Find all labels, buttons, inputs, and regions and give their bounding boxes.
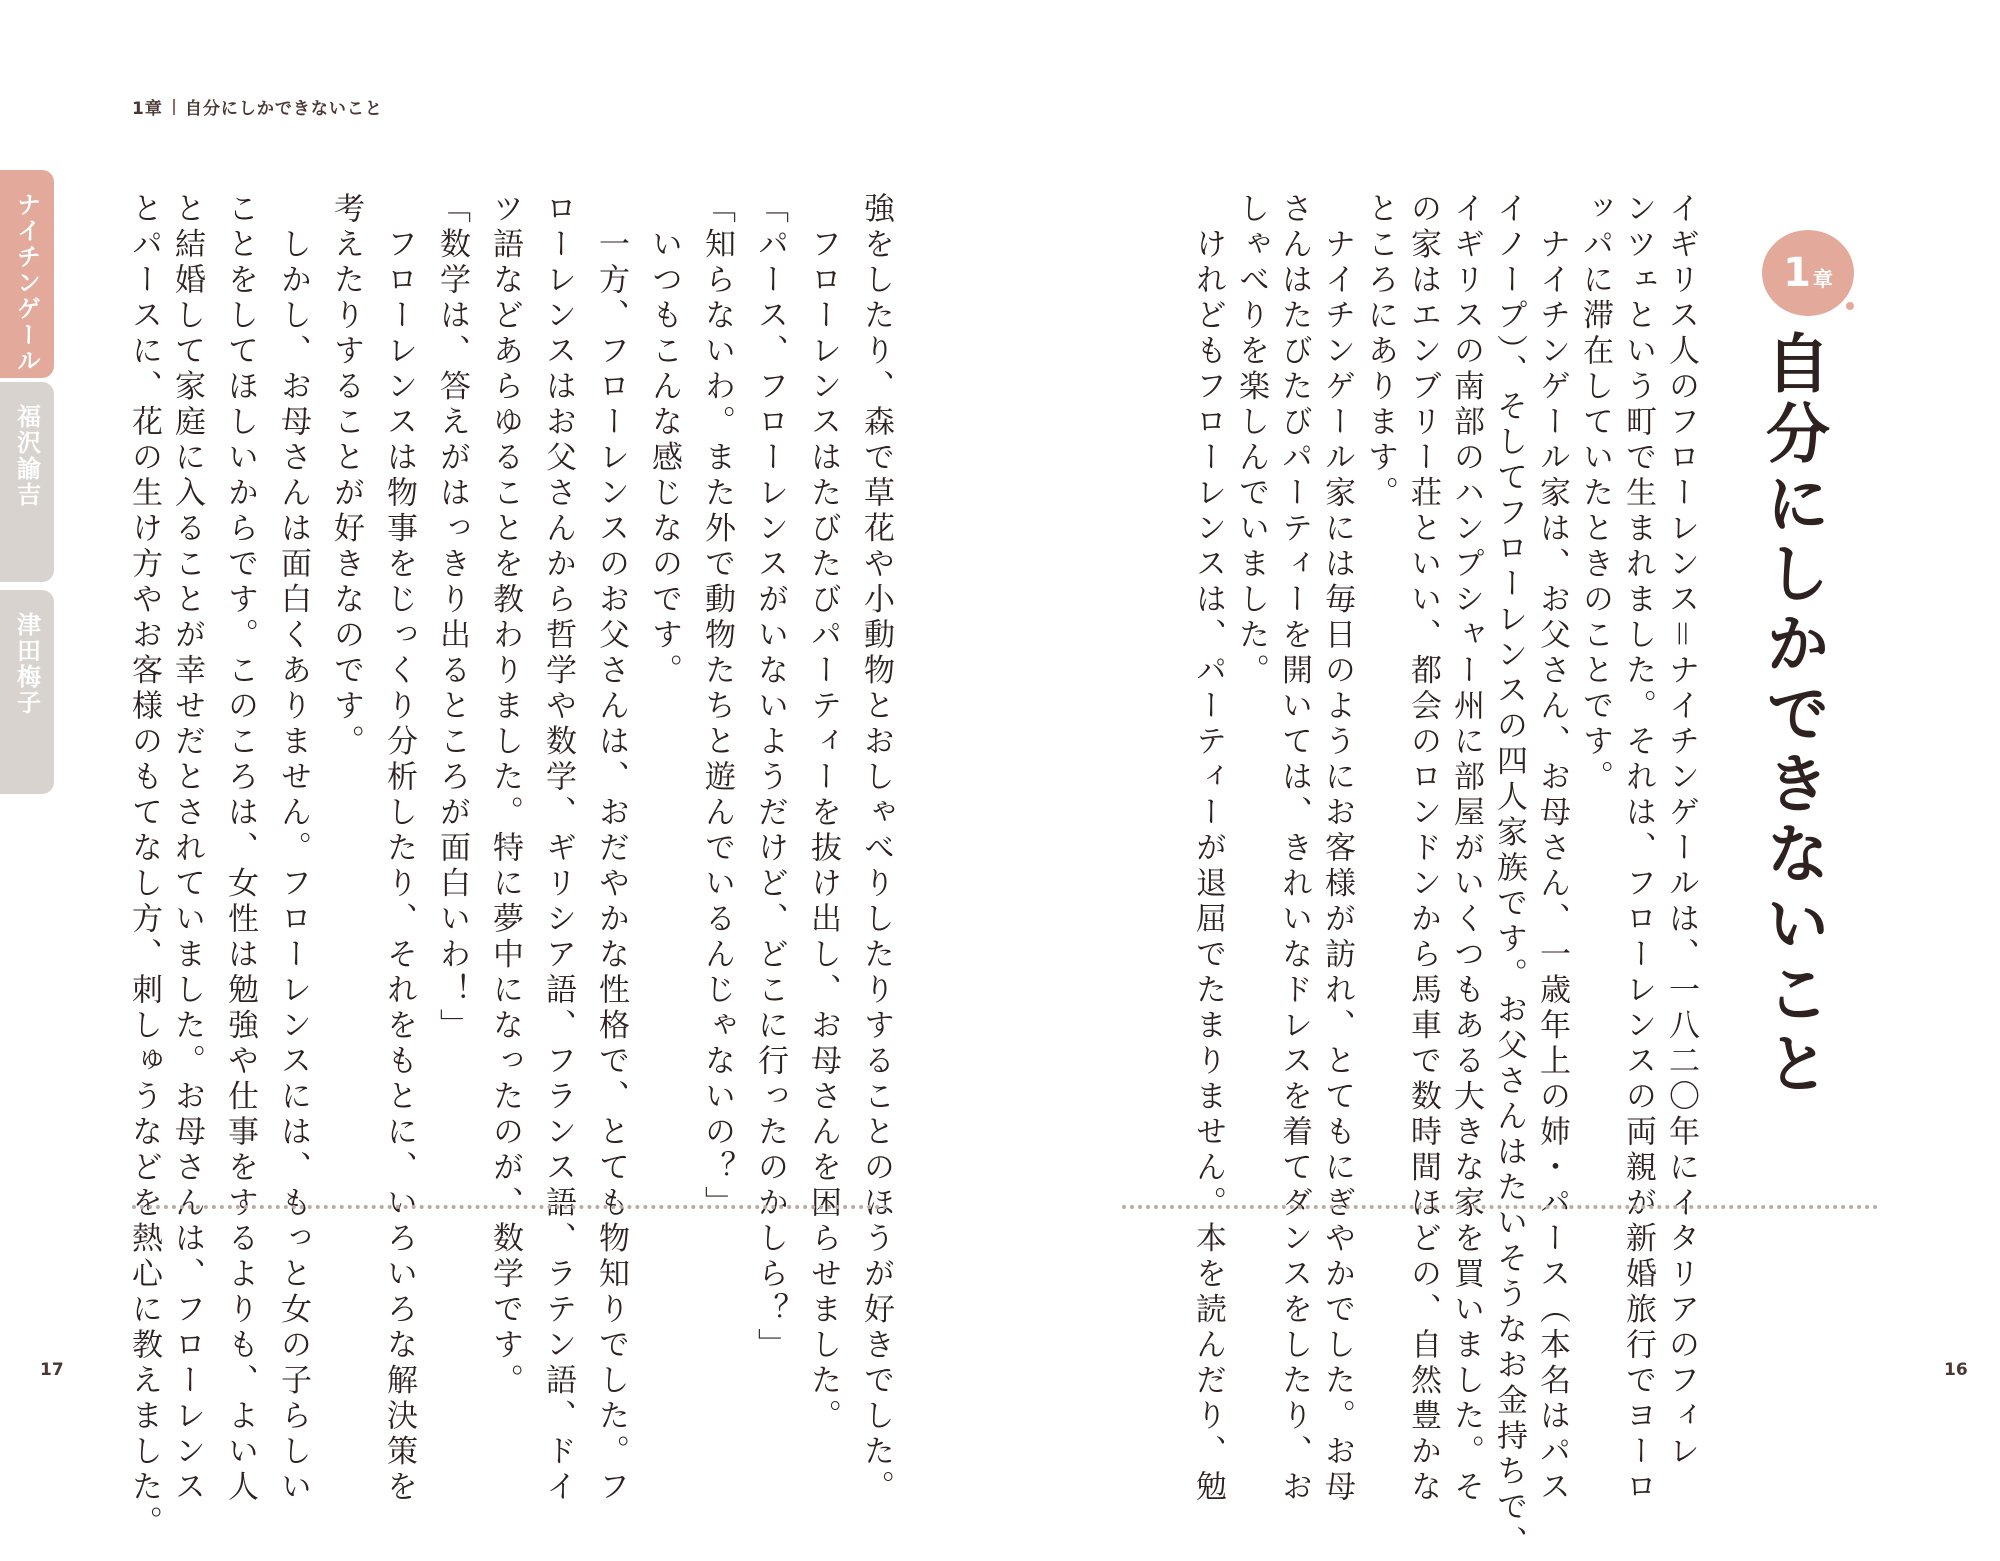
header-divider bbox=[173, 99, 175, 115]
left-column: 考えたりすることが好きなのです。 bbox=[328, 192, 364, 760]
header-title: 自分にしかできないこと bbox=[184, 99, 383, 119]
right-column: ッパに滞在していたときのことです。 bbox=[1577, 192, 1613, 796]
right-column: けれどもフローレンスは、パーティーが退屈でたまりません。本を読んだり、勉 bbox=[1190, 192, 1226, 1506]
running-header bbox=[132, 94, 383, 119]
left-column: ツ語などあらゆることを教わりました。特に夢中になったのが、数学です。 bbox=[487, 192, 523, 1399]
side-tab-fukuzawa[interactable] bbox=[0, 382, 54, 582]
dotted-rule-right bbox=[1122, 1205, 1878, 1209]
dotted-rule-left bbox=[132, 1205, 888, 1209]
left-column: フローレンスはたびたびパーティーを抜け出し、お母さんを困らせました。 bbox=[805, 192, 841, 1435]
right-column: さんはたびたびパーティーを開いては、きれいなドレスを着てダンスをしたり、お bbox=[1276, 192, 1312, 1506]
right-column: ところにあります。 bbox=[1362, 192, 1398, 512]
page-number-right: 16 bbox=[1944, 1360, 1968, 1380]
side-tab-label: 福沢諭吉 bbox=[12, 404, 41, 508]
right-column: ナイチンゲール家には毎日のようにお客様が訪れ、とてもにぎやかでした。お母 bbox=[1319, 192, 1355, 1506]
left-column: フローレンスは物事をじっくり分析したり、それをもとに、いろいろな解決策を bbox=[381, 192, 417, 1506]
badge-dot bbox=[1846, 302, 1854, 310]
left-column: いつもこんな感じなのです。 bbox=[646, 192, 682, 689]
right-column: しゃべりを楽しんでいました。 bbox=[1233, 192, 1269, 689]
left-column: 「数学は、答えがはっきり出るところが面白いわ！」 bbox=[434, 192, 470, 1044]
left-column: 「知らないわ。また外で動物たちと遊んでいるんじゃないの？」 bbox=[699, 192, 735, 1222]
right-column: イギリス人のフローレンス＝ナイチンゲールは、一八二〇年にイタリアのフィレ bbox=[1663, 192, 1699, 1470]
left-column: しかし、お母さんは面白くありません。フローレンスには、もっと女の子らしい bbox=[275, 192, 311, 1506]
left-column: と結婚して家庭に入ることが幸せだとされていました。お母さんは、フローレンス bbox=[169, 192, 205, 1506]
chapter-title: 自分にしかできないこと bbox=[1755, 330, 1829, 1100]
page-number-left: 17 bbox=[40, 1360, 64, 1380]
chapter-label: 章 bbox=[1812, 266, 1833, 291]
right-column: ンツェという町で生まれました。それは、フローレンスの両親が新婚旅行でヨーロ bbox=[1620, 192, 1656, 1506]
side-tab-label: ナイチンゲール bbox=[12, 192, 41, 374]
left-column: 「パース、フローレンスがいないようだけど、どこに行ったのかしら？」 bbox=[752, 192, 788, 1364]
left-column: 一方、フローレンスのお父さんは、おだやかな性格で、とても物知りでした。フ bbox=[593, 192, 629, 1506]
left-column: ことをしてほしいからです。このころは、女性は勉強や仕事をするよりも、よい人 bbox=[222, 192, 258, 1506]
side-tab-nightingale[interactable] bbox=[0, 170, 54, 378]
header-chapter: 1章 bbox=[132, 99, 163, 119]
right-column: イギリスの南部のハンプシャー州に部屋がいくつもある大きな家を買いました。そ bbox=[1448, 192, 1484, 1506]
right-column: ナイチンゲール家は、お父さん、お母さん、一歳年上の姉・パース（本名はパス bbox=[1534, 192, 1570, 1506]
right-column: の家はエンブリー荘といい、都会のロンドンから馬車で数時間ほどの、自然豊かな bbox=[1405, 192, 1441, 1506]
side-tab-tsuda[interactable] bbox=[0, 590, 54, 794]
left-column: 強をしたり、森で草花や小動物とおしゃべりしたりすることのほうが好きでした。 bbox=[858, 192, 894, 1506]
right-column: イノープ）、そしてフローレンスの四人家族です。お父さんはたいそうなお金持ちで、 bbox=[1491, 192, 1527, 1561]
side-tab-label: 津田梅子 bbox=[12, 612, 41, 716]
chapter-number: 1 bbox=[1783, 250, 1811, 296]
left-column: とパースに、花の生け方やお客様のもてなし方、刺しゅうなどを熱心に教えました。 bbox=[126, 192, 162, 1541]
left-column: ローレンスはお父さんから哲学や数学、ギリシア語、フランス語、ラテン語、ドイ bbox=[540, 192, 576, 1506]
chapter-badge bbox=[1762, 230, 1854, 316]
